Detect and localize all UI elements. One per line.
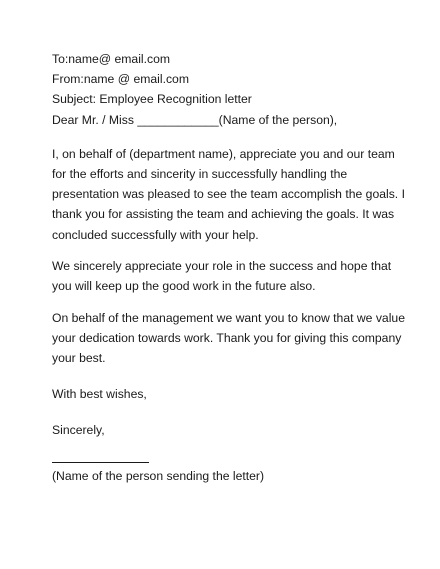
subject-line: Subject: Employee Recognition letter: [52, 92, 252, 107]
signature-line: [52, 462, 149, 463]
paragraph-appreciation: [52, 256, 402, 296]
paragraph-recognition: [52, 144, 405, 245]
paragraph-line: We sincerely appreciate your role in the success and hope that: [52, 258, 392, 273]
salutation-line: Dear Mr. / Miss ____________(Name of the person),: [52, 112, 338, 127]
wishes-line: With best wishes,: [52, 386, 147, 401]
paragraph-line: for the efforts and sincerity in successfully handling the: [52, 166, 348, 181]
paragraph-line: presentation was pleased to see the team accomplish the goals. I: [52, 187, 405, 202]
letter-document: [52, 49, 405, 486]
paragraph-line: concluded successfully with your help.: [52, 227, 259, 242]
paragraph-management: [52, 308, 405, 369]
paragraph-line: you will keep up the good work in the future also.: [52, 278, 316, 293]
paragraph-line: your dedication towards work. Thank you for giving this company: [52, 331, 402, 346]
from-line: From:name @ email.com: [52, 72, 189, 87]
to-line: To:name@ email.com: [52, 52, 171, 66]
paragraph-line: thank you for assisting the team and achieving the goals. It was: [52, 207, 395, 222]
signature-block: [52, 466, 402, 486]
signature-caption: (Name of the person sending the letter): [52, 469, 265, 483]
paragraph-line: I, on behalf of (department name), appreciate you and our team: [52, 146, 395, 161]
closing-wishes: [52, 384, 402, 404]
paragraph-line: On behalf of the management we want you to know that we value: [52, 311, 405, 326]
closing-sincerely: [52, 420, 402, 440]
paragraph-line: your best.: [52, 351, 106, 366]
sincerely-line: Sincerely,: [52, 422, 105, 437]
letter-header: [52, 49, 402, 130]
